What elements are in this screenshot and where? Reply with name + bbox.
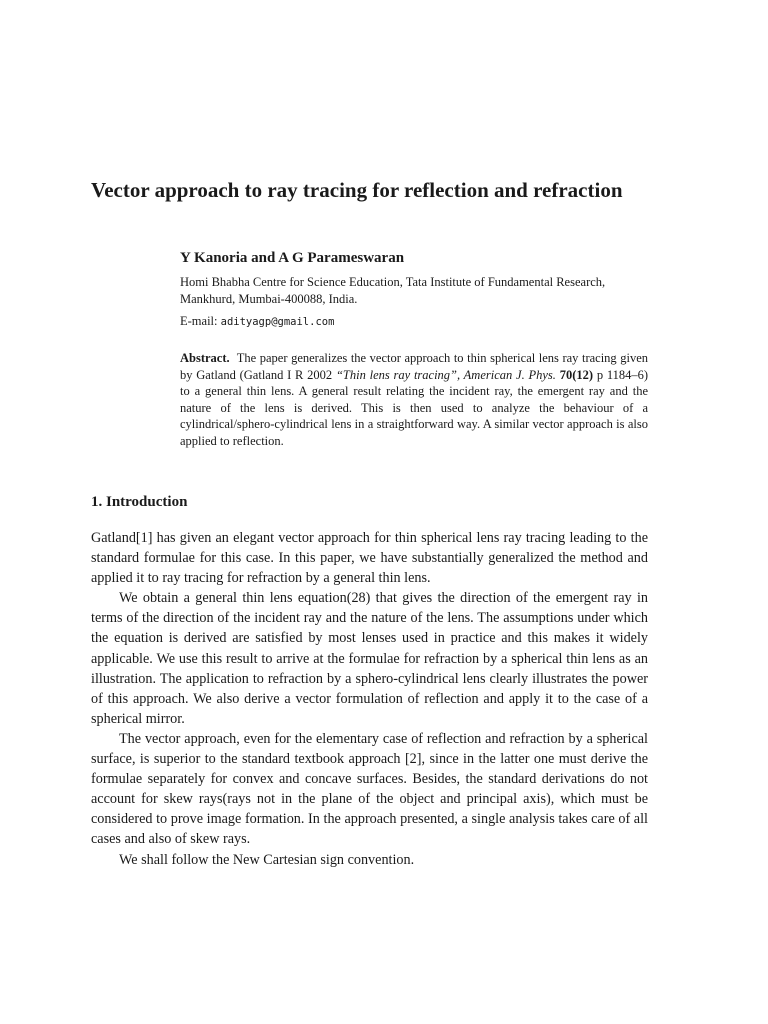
- body-paragraph: We obtain a general thin lens equation(28) that gives the direction of the emergent ray in terms of the direction of the incident ray and the nature of the lens. The assumptions under which the equation is derived are satisfied by most lenses used in practice and this makes it widely applicable. We use this result to arrive at the formulae for refraction by a spherical thin lens as an illustration. The application to refraction by a sphero-cylindrical lens clearly illustrates the power of this approach. We also derive a vector formulation of reflection and apply it to the case of a spherical mirror.: [91, 590, 648, 727]
- abstract: [180, 350, 648, 449]
- abstract-citation: “Thin lens ray tracing”, American J. Phys.: [335, 367, 556, 382]
- body-paragraph: We shall follow the New Cartesian sign convention.: [119, 851, 415, 868]
- body-paragraph: Gatland[1] has given an elegant vector approach for thin spherical lens ray tracing leading to the standard formulae for this case. In this paper, we have substantially generalized the method and applied it to ray tracing for refraction by a general thin lens.: [91, 530, 648, 587]
- paper-title: Vector approach to ray tracing for reflection and refraction: [91, 178, 623, 202]
- author-affiliation: Homi Bhabha Centre for Science Education, Tata Institute of Fundamental Research, Mankhurd, Mumbai-400088, India.: [180, 275, 606, 306]
- body-paragraph: The vector approach, even for the elementary case of reflection and refraction by a spherical surface, is superior to the standard textbook approach [2], since in the latter one must derive the formulae separately for convex and concave surfaces. Besides, the standard derivations do not account for skew rays(rays not in the plane of the object and principal axis), which must be considered to prove image formation. In the approach presented, a single analysis takes care of all cases and also of skew rays.: [91, 730, 648, 848]
- introduction-body: [91, 528, 648, 870]
- section-heading-introduction: 1. Introduction: [91, 494, 188, 510]
- abstract-text-2: p 1184–6) to a general thin lens. A general result relating the incident ray, the emergent ray and the nature of the lens is derived. This is then used to analyze the behaviour of a cylindrical/sphero-cylindrical lens in a straightforward way. A similar vector approach is also applied to reflection.: [180, 367, 649, 448]
- abstract-text-1: The paper generalizes the vector approach to thin spherical lens ray tracing given by Gatland (Gatland I R 2002: [180, 351, 649, 382]
- author-list: Y Kanoria and A G Parameswaran: [180, 250, 405, 266]
- email-label: E-mail:: [180, 314, 218, 328]
- email-address: adityagp@gmail.com: [220, 316, 335, 328]
- abstract-volume: 70(12): [559, 367, 594, 382]
- abstract-label: Abstract.: [180, 351, 230, 365]
- author-email: [180, 314, 334, 329]
